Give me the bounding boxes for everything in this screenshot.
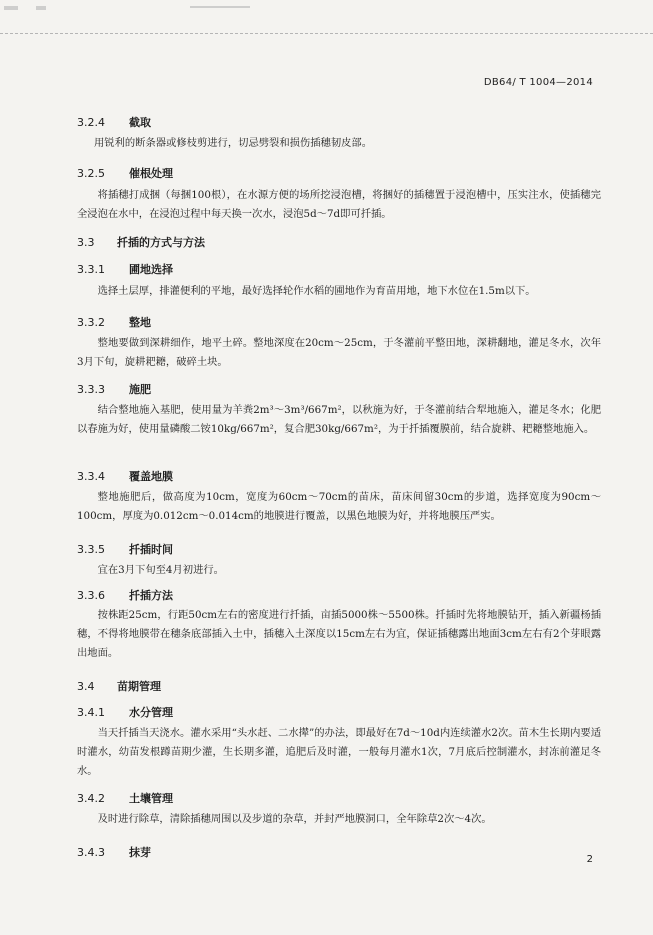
paragraph: 及时进行除草，清除插穗周围以及步道的杂草，并封严地膜洞口，全年除草2次～4次。 xyxy=(97,813,492,825)
section-heading xyxy=(77,316,151,330)
scan-artifact xyxy=(36,6,46,10)
section-number: 3.4.3 xyxy=(77,846,105,859)
section-heading xyxy=(77,383,151,397)
paragraph: 整地施肥后，做高度为10cm，宽度为60cm～70cm的苗床，苗床间留30cm的步道，选择宽度为90cm～100cm，厚度为0.012cm～0.014cm的地膜进行覆盖，以黑色地膜为好，并将地膜压严实。 xyxy=(77,491,601,522)
section-heading xyxy=(77,263,173,277)
header-rule xyxy=(0,33,653,34)
section-heading xyxy=(77,706,173,720)
scan-artifact xyxy=(190,6,250,8)
paragraph: 选择土层厚，排灌便利的平地，最好选择轮作水稻的圃地作为育苗用地，地下水位在1.5m以下。 xyxy=(97,285,536,297)
paragraph: 按株距25cm，行距50cm左右的密度进行扦插，亩插5000株～5500株。扦插时先将地膜钻开，插入新疆杨插穗，不得将地膜带在穗条底部插入土中，插穗入土深度以15cm左右为宜，保证插穗露出地面3cm左右有2个芽眼露出地面。 xyxy=(77,609,601,659)
section-title: 覆盖地膜 xyxy=(129,470,173,483)
section-title: 扦插时间 xyxy=(129,543,173,556)
paragraph: 结合整地施入基肥，使用量为羊粪2m³～3m³/667m²，以秋施为好，于冬灌前结合犁地施入，灌足冬水；化肥以春施为好，使用量磷酸二铵10kg/667m²，复合肥30kg/667m²，为于扦插覆膜前，结合旋耕、耙耱整地施入。 xyxy=(77,404,601,435)
section-title: 整地 xyxy=(129,316,151,329)
section-number: 3.3.4 xyxy=(77,470,105,483)
section-number: 3.3.1 xyxy=(77,263,105,276)
paragraph: 用锐利的断条器或修枝剪进行，切忌劈裂和损伤插穗韧皮部。 xyxy=(94,137,373,149)
section-title: 施肥 xyxy=(129,383,151,396)
section-title: 苗期管理 xyxy=(117,680,161,693)
scan-artifact xyxy=(4,6,18,10)
section-number: 3.3 xyxy=(77,236,95,249)
section-heading xyxy=(77,116,151,130)
page-number: 2 xyxy=(586,854,593,865)
section-title: 截取 xyxy=(129,116,151,129)
paragraph: 整地要做到深耕细作，地平土碎。整地深度在20cm～25cm，于冬灌前平整田地，深耕翻地，灌足冬水，次年3月下旬，旋耕耙耱，破碎土块。 xyxy=(77,337,601,368)
section-heading xyxy=(77,846,151,860)
section-heading xyxy=(77,680,161,694)
section-title: 抹芽 xyxy=(129,846,151,859)
section-heading xyxy=(77,543,173,557)
section-title: 催根处理 xyxy=(129,167,173,180)
section-number: 3.4.2 xyxy=(77,792,105,805)
section-title: 水分管理 xyxy=(129,706,173,719)
section-number: 3.4.1 xyxy=(77,706,105,719)
section-heading xyxy=(77,470,173,484)
section-number: 3.2.4 xyxy=(77,116,105,129)
section-title: 扦插的方式与方法 xyxy=(117,236,205,249)
document-code: DB64/ T 1004—2014 xyxy=(483,77,593,88)
section-title: 扦插方法 xyxy=(129,589,173,602)
section-number: 3.4 xyxy=(77,680,95,693)
paragraph: 宜在3月下旬至4月初进行。 xyxy=(97,564,224,576)
section-title: 土壤管理 xyxy=(129,792,173,805)
section-heading xyxy=(77,589,173,603)
section-heading xyxy=(77,167,173,181)
section-number: 3.2.5 xyxy=(77,167,105,180)
section-number: 3.3.2 xyxy=(77,316,105,329)
paragraph: 当天扦插当天浇水。灌水采用“头水赶、二水撵”的办法，即最好在7d～10d内连续灌水2次。苗木生长期内要适时灌水，幼苗发根蹲苗期少灌，生长期多灌，追肥后及时灌，一般每月灌水1次，7月底后控制灌水，封冻前灌足冬水。 xyxy=(77,727,601,777)
section-number: 3.3.3 xyxy=(77,383,105,396)
section-number: 3.3.5 xyxy=(77,543,105,556)
section-title: 圃地选择 xyxy=(129,263,173,276)
section-heading xyxy=(77,236,205,250)
section-heading xyxy=(77,792,173,806)
paragraph: 将插穗打成捆（每捆100根），在水源方便的场所挖浸泡槽，将捆好的插穗置于浸泡槽中，压实注水，使插穗完全浸泡在水中，在浸泡过程中每天换一次水，浸泡5d～7d即可扦插。 xyxy=(77,189,601,220)
section-number: 3.3.6 xyxy=(77,589,105,602)
